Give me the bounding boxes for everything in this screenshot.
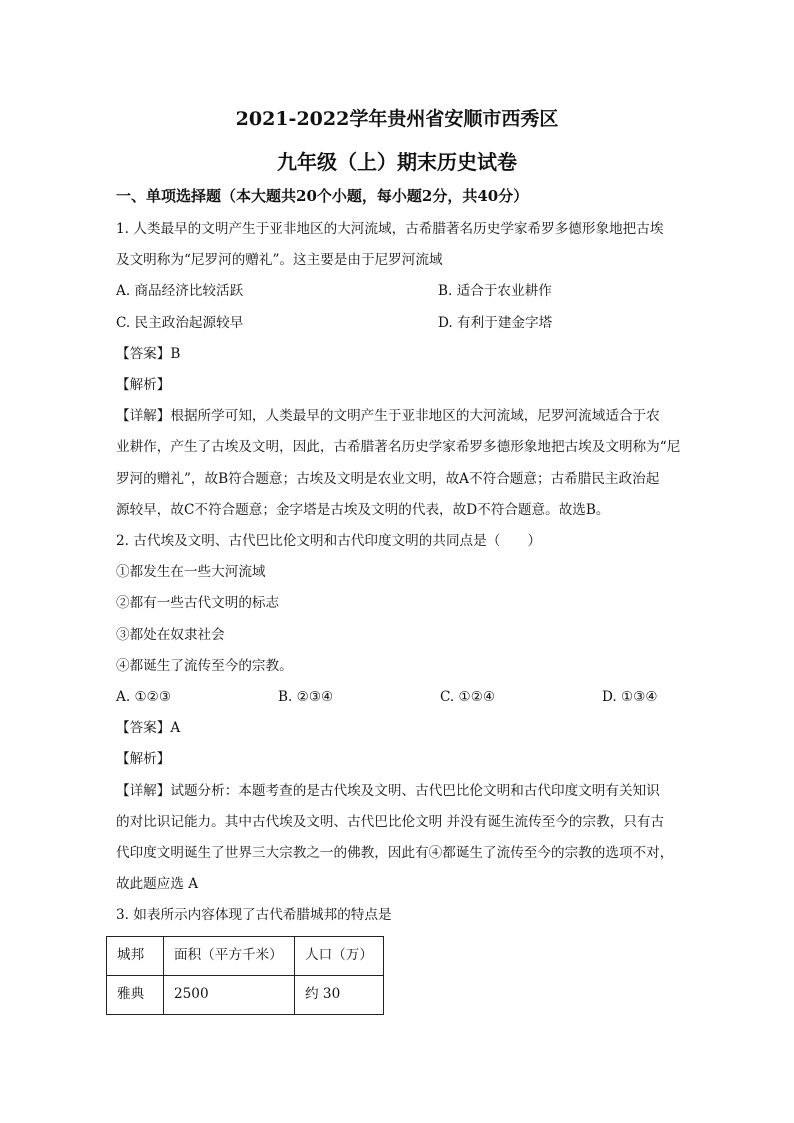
city-state-table (106, 936, 384, 1015)
table-cell: 约 30 (295, 975, 384, 1014)
q1-detail-line4: 源较早，故C不符合题意；金字塔是古埃及文明的代表，故D不符合题意。故选B。 (116, 501, 610, 518)
section-heading: 一、单项选择题（本大题共20个小题，每小题2分，共40分） (116, 187, 529, 205)
q2-detail-line3: 代印度文明诞生了世界三大宗教之一的佛教，因此有④都诞生了流传至今的宗教的选项不对， (116, 845, 674, 862)
q1-options-row1 (116, 276, 684, 307)
q2-analysis-label: 【解析】 (116, 751, 171, 768)
table-header-cell: 人口（万） (295, 936, 384, 975)
q2-item-4: ④都诞生了流传至今的宗教。 (116, 657, 293, 674)
q2-option-c: C. ①②④ (440, 689, 496, 706)
q1-option-b: B. 适合于农业耕作 (438, 283, 552, 300)
table-header-row (107, 936, 384, 975)
q2-option-b: B. ②③④ (278, 689, 334, 706)
exam-title-line2: 九年级（上）期末历史试卷 (277, 150, 517, 174)
table-row (107, 975, 384, 1014)
q1-option-a: A. 商品经济比较活跃 (116, 283, 244, 300)
q2-item-1: ①都发生在一些大河流域 (116, 564, 266, 581)
q1-stem-line1: 1. 人类最早的文明产生于亚非地区的大河流域，古希腊著名历史学家希罗多德形象地把古埃 (116, 221, 664, 237)
q1-analysis-label: 【解析】 (116, 377, 171, 394)
exam-body (116, 214, 684, 1015)
q2-detail-line4: 故此题应选 A (116, 876, 199, 893)
q2-answer: 【答案】A (116, 720, 181, 737)
q2-detail-line2: 的对比识记能力。其中古代埃及文明、古代巴比伦文明 并没有诞生流传至今的宗教，只有古 (116, 813, 665, 830)
exam-title-line1: 2021-2022学年贵州省安顺市西秀区 (235, 108, 559, 130)
q2-option-d: D. ①③④ (602, 689, 658, 706)
q1-answer: 【答案】B (116, 345, 181, 362)
q1-stem-line2: 及文明称为“尼罗河的赠礼”。这主要是由于尼罗河流域 (116, 252, 443, 269)
q2-option-a: A. ①②③ (116, 689, 172, 706)
q2-stem: 2. 古代埃及文明、古代巴比伦文明和古代印度文明的共同点是（ ） (116, 533, 542, 550)
q2-detail-line1: 【详解】试题分析：本题考查的是古代埃及文明、古代巴比伦文明和古代印度文明有关知识 (116, 782, 660, 799)
q1-option-d: D. 有利于建金字塔 (438, 314, 553, 331)
q1-options-row2 (116, 308, 684, 339)
q2-options (116, 682, 684, 713)
q3-stem: 3. 如表所示内容体现了古代希腊城邦的特点是 (116, 907, 392, 924)
q1-option-c: C. 民主政治起源较早 (116, 314, 244, 331)
q1-detail-line3: 罗河的赠礼”，故B符合题意；古埃及文明是农业文明，故A不符合题意；古希腊民主政治起 (116, 470, 660, 487)
q2-item-2: ②都有一些古代文明的标志 (116, 595, 280, 612)
table-cell: 2500 (164, 975, 295, 1014)
table-header-cell: 面积（平方千米） (164, 936, 295, 975)
q1-detail-line2: 业耕作，产生了古埃及文明，因此，古希腊著名历史学家希罗多德形象地把古埃及文明称为“尼 (116, 439, 681, 456)
q2-item-3: ③都处在奴隶社会 (116, 626, 225, 643)
table-cell: 雅典 (107, 975, 164, 1014)
q1-detail-line1: 【详解】根据所学可知，人类最早的文明产生于亚非地区的大河流域，尼罗河流域适合于农 (116, 408, 660, 425)
table-header-cell: 城邦 (107, 936, 164, 975)
